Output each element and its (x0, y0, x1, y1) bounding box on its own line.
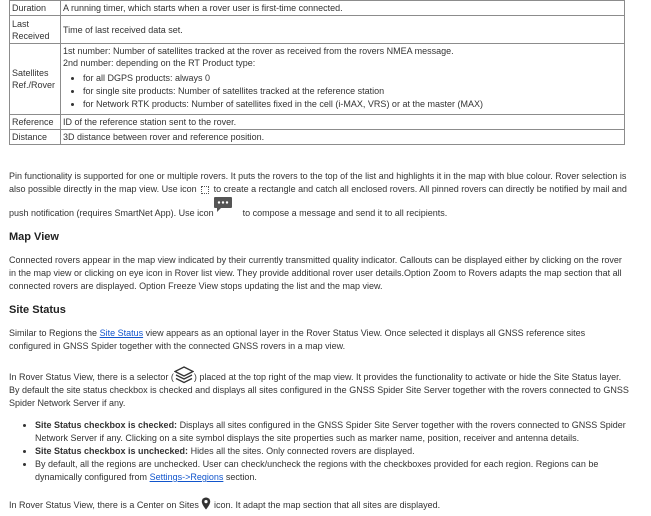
param-description (61, 44, 625, 115)
list-item: • for single site products: Number of satellites tracked at the reference station (83, 85, 622, 98)
list-item: • Site Status checkbox is unchecked: Hides all the sites. Only connected rovers are displayed. (35, 445, 645, 458)
table-row (10, 1, 625, 16)
param-description: A running timer, which starts when a rover user is first-time connected. (61, 1, 625, 16)
settings-regions-link[interactable]: Settings->Regions (149, 472, 224, 482)
compose-message-icon[interactable] (213, 196, 233, 214)
param-name: Distance (10, 130, 61, 145)
param-name: Reference (10, 115, 61, 130)
rectangle-select-icon[interactable] (201, 186, 209, 194)
site-status-paragraph-2: In Rover Status View, there is a selector ( ) placed at the top right of the map view. It provides the functionality to activate or hide the Site Status layer. By default the site status checkbox is checked and displays all sites configured in the GNSS Spider Site Server together with the rovers connected to GNSS Spider Network Server if any. (9, 366, 629, 410)
list-item: • By default, all the regions are unchecked. User can check/uncheck the regions with the checkboxes provided for each region. Regions can be dynamically configured from Settings->Regions section. (35, 458, 645, 484)
param-description: 3D distance between rover and reference position. (61, 130, 625, 145)
site-status-heading: Site Status (9, 304, 66, 316)
satellites-line-1: 1st number: Number of satellites tracked at the rover as received from the rovers NMEA message. (63, 46, 454, 56)
list-item: • Site Status checkbox is checked: Displays all sites configured in the GNSS Spider Site Server together with the rovers connected to GNSS Spider Network Server if any. Clicking on a site symbol displays the site properties such as marker name, position, receiver and antenna details. (35, 419, 645, 445)
center-on-sites-icon[interactable] (201, 497, 211, 510)
pin-paragraph-line2: push notification (requires SmartNet App). Use icon to compose a message and send it to all recipients. (9, 208, 448, 218)
table-row (10, 44, 625, 115)
map-view-heading: Map View (9, 231, 59, 243)
map-view-paragraph: Connected rovers appear in the map view indicated by their currently transmitted quality indicator. Callouts can be displayed either by clicking on the rover in the map view or clicking on eye icon in Rover list view. They provide additional rover user details.Option Zoom to Rovers adapts the map section that all connected rovers are displayed. Option Freeze View stops updating the list and the map view. (9, 255, 622, 291)
param-name: Satellites Ref./Rover (10, 44, 61, 115)
site-status-link[interactable]: Site Status (99, 328, 144, 338)
list-item: • for Network RTK products: Number of satellites fixed in the cell (i-MAX, VRS) or at the master (MAX) (83, 98, 622, 111)
table-row (10, 115, 625, 130)
param-name: Last Received (10, 16, 61, 44)
param-description: ID of the reference station sent to the rover. (61, 115, 625, 130)
site-status-list (9, 419, 645, 484)
layers-selector-icon[interactable] (174, 366, 194, 384)
table-row (10, 130, 625, 145)
rover-parameters-table (9, 0, 625, 145)
center-on-sites-paragraph: In Rover Status View, there is a Center on Sites icon. It adapt the map section that all sites are displayed. (9, 497, 629, 512)
site-status-paragraph-1: Similar to Regions the Site Status view appears as an optional layer in the Rover Status View. Once selected it displays all GNSS reference sites configured in GNSS Spider together with the connected GNSS rovers in a map view. (9, 328, 586, 351)
satellites-line-2: 2nd number: depending on the RT Product type: (63, 58, 256, 68)
satellites-product-list (63, 72, 622, 111)
table-row (10, 16, 625, 44)
pin-paragraph: Pin functionality is supported for one or multiple rovers. It puts the rovers to the top of the list and highlights it in the map with blue colour. Rover selection is also possible directly in the map view. Use icon to create a rectangle and catch all enclosed rovers. All pinned rovers can directly be notified by mail and (9, 171, 627, 194)
list-item: • for all DGPS products: always 0 (83, 72, 622, 85)
param-description: Time of last received data set. (61, 16, 625, 44)
param-name: Duration (10, 1, 61, 16)
